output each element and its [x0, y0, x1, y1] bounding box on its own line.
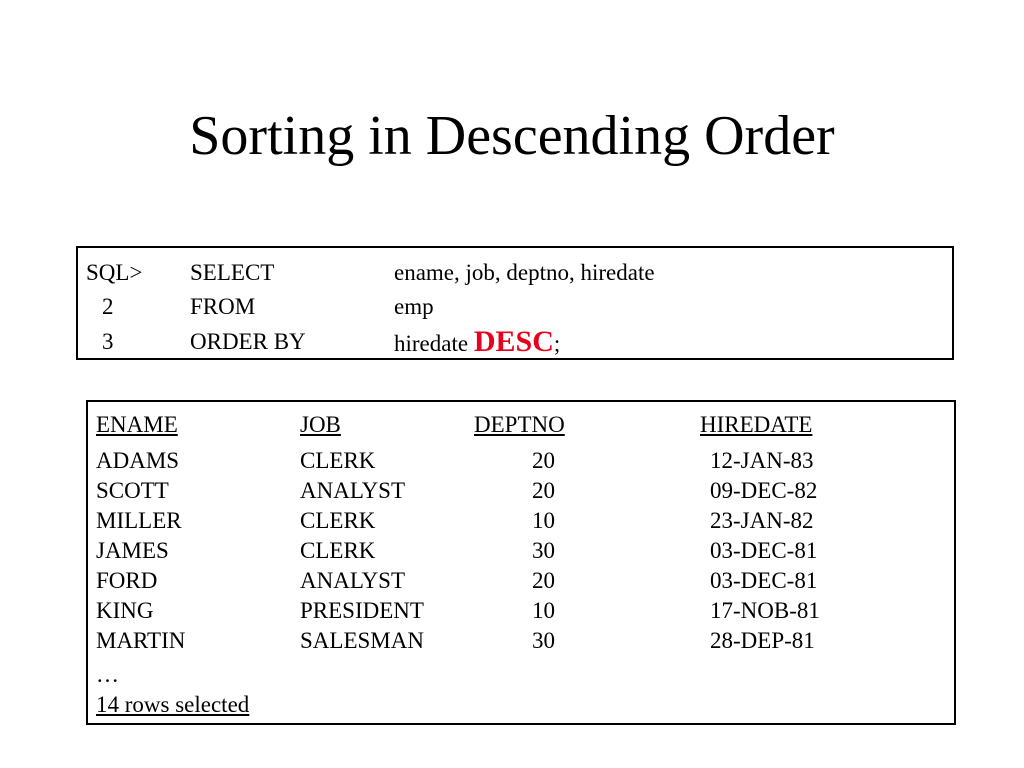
table-row — [88, 566, 954, 596]
cell-hiredate: 03-DEC-81 — [710, 538, 818, 563]
cell-deptno: 30 — [532, 538, 555, 563]
result-header-row — [88, 410, 954, 440]
sql-desc-keyword: DESC — [473, 325, 554, 358]
cell-job: CLERK — [300, 538, 376, 563]
slide-title: Sorting in Descending Order — [189, 105, 835, 167]
cell-ename: SCOTT — [96, 478, 169, 503]
sql-terminator: ; — [553, 331, 561, 356]
sql-line-number: 3 — [102, 329, 114, 354]
cell-deptno: 20 — [532, 478, 555, 503]
cell-hiredate: 17-NOB-81 — [710, 598, 820, 623]
sql-line-number: 2 — [102, 294, 114, 319]
cell-ename: JAMES — [96, 538, 169, 563]
sql-select-columns: ename, job, deptno, hiredate — [394, 260, 655, 285]
cell-ename: MILLER — [96, 508, 182, 533]
table-row — [88, 536, 954, 566]
table-row — [88, 446, 954, 476]
cell-ename: MARTIN — [96, 628, 186, 653]
cell-hiredate: 03-DEC-81 — [710, 568, 818, 593]
cell-deptno: 20 — [532, 448, 555, 473]
sql-order-column: hiredate — [394, 331, 469, 356]
table-row — [88, 596, 954, 626]
table-row — [88, 476, 954, 506]
header-deptno: DEPTNO — [474, 412, 565, 437]
cell-ename: ADAMS — [96, 448, 180, 473]
cell-ename: KING — [96, 598, 154, 623]
header-job: JOB — [300, 412, 341, 437]
cell-hiredate: 23-JAN-82 — [710, 508, 814, 533]
cell-hiredate: 12-JAN-83 — [710, 448, 814, 473]
cell-job: ANALYST — [300, 568, 406, 593]
cell-ename: FORD — [96, 568, 158, 593]
query-result-box — [86, 400, 956, 725]
sql-keyword-select: SELECT — [190, 260, 275, 285]
sql-keyword-from: FROM — [190, 294, 256, 319]
cell-hiredate: 09-DEC-82 — [710, 478, 818, 503]
sql-prompt: SQL> — [86, 260, 143, 285]
cell-deptno: 30 — [532, 628, 555, 653]
cell-job: CLERK — [300, 448, 376, 473]
cell-deptno: 10 — [532, 508, 555, 533]
header-ename: ENAME — [96, 412, 178, 437]
table-row — [88, 506, 954, 536]
cell-deptno: 20 — [532, 568, 555, 593]
rows-selected-footer: 14 rows selected — [96, 692, 250, 717]
cell-deptno: 10 — [532, 598, 555, 623]
more-rows-ellipsis: … — [96, 662, 119, 687]
cell-job: CLERK — [300, 508, 376, 533]
sql-keyword-order-by: ORDER BY — [190, 329, 306, 354]
table-row — [88, 626, 954, 656]
sql-order-clause — [394, 325, 560, 361]
cell-job: SALESMAN — [300, 628, 424, 653]
cell-job: ANALYST — [300, 478, 406, 503]
cell-hiredate: 28-DEP-81 — [710, 628, 815, 653]
sql-from-table: emp — [394, 294, 434, 319]
sql-query-box — [76, 246, 954, 360]
cell-job: PRESIDENT — [300, 598, 424, 623]
header-hiredate: HIREDATE — [700, 412, 813, 437]
